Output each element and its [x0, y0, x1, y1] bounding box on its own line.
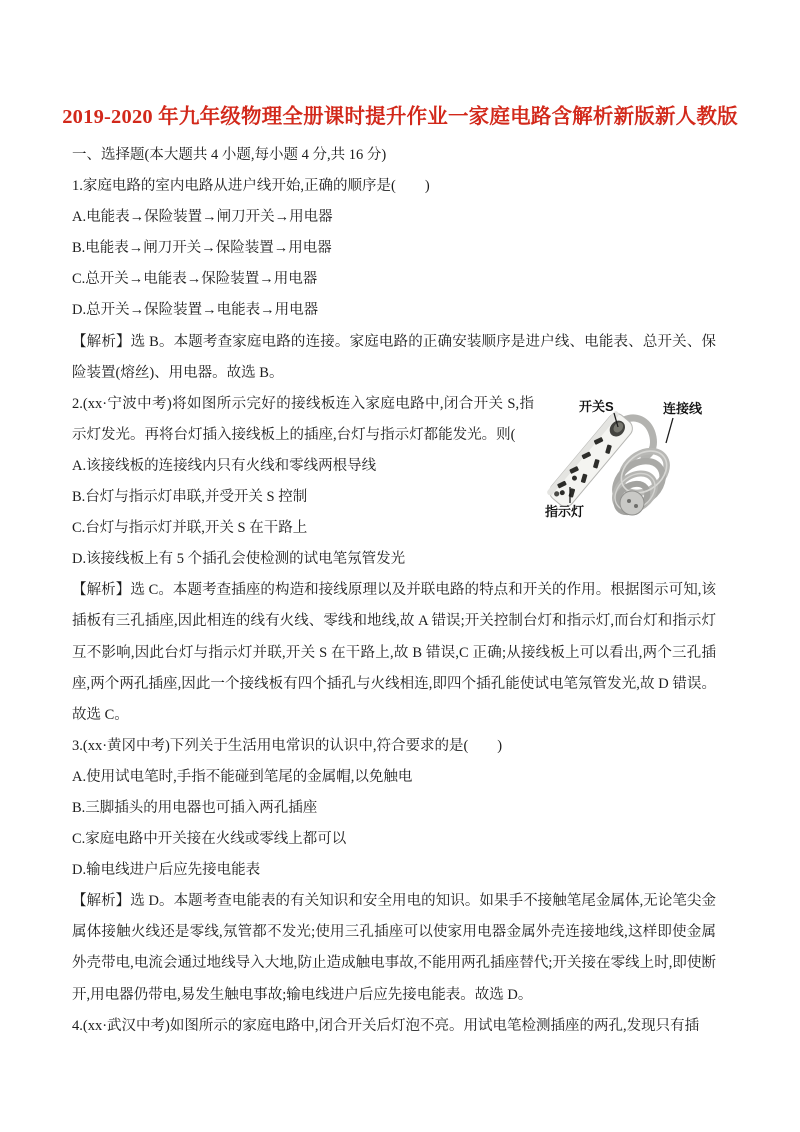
plug-graphic — [620, 491, 644, 515]
q2-option-a: A.该接线板的连接线内只有火线和零线两根导线 — [72, 457, 377, 474]
q3-option-a: A.使用试电笔时,手指不能碰到笔尾的金属帽,以免触电 — [72, 768, 413, 785]
power-strip-figure — [540, 390, 716, 536]
question-1 — [72, 171, 716, 389]
q3-option-b: B.三脚插头的用电器也可插入两孔插座 — [72, 799, 318, 816]
q1-stem: 1.家庭电路的室内电路从进户线开始,正确的顺序是( ) — [72, 178, 430, 195]
q3-option-c: C.家庭电路中开关接在火线或零线上都可以 — [72, 831, 347, 848]
q1-analysis: 【解析】选 B。本题考查家庭电路的连接。家庭电路的正确安装顺序是进户线、电能表、总开关、保险装置(熔丝)、用电器。故选 B。 — [72, 333, 716, 381]
page-title: 2019-2020 年九年级物理全册课时提升作业一家庭电路含解析新版新人教版 — [62, 106, 738, 128]
q1-option-b: B.电能表→闸刀开关→保险装置→用电器 — [72, 240, 332, 257]
question-3 — [72, 731, 716, 1011]
q1-option-c: C.总开关→电能表→保险装置→用电器 — [72, 271, 318, 288]
q2-stem: 2.(xx·宁波中考)将如图所示完好的接线板连入家庭电路中,闭合开关 S,指示灯发光。再将台灯插入接线板上的插座,台灯与指示灯都能发光。则( — [72, 395, 534, 443]
q2-option-d: D.该接线板上有 5 个插孔会使检测的试电笔氖管发光 — [72, 551, 406, 568]
question-2 — [72, 389, 716, 731]
q1-option-a: A.电能表→保险装置→闸刀开关→用电器 — [72, 209, 333, 226]
question-4 — [72, 1011, 716, 1042]
q2-analysis: 【解析】选 C。本题考查插座的构造和接线原理以及并联电路的特点和开关的作用。根据图示可知,该插板有三孔插座,因此相连的线有火线、零线和地线,故 A 错误;开关控制台灯和指示灯,而台灯和指示灯互不影响,因此台灯与指示灯并联,开关 S 在干路上,故 B 错误,C 正确;从接线板上可以看出,两个三孔插座,两个两孔插座,因此一个接线板有四个插孔与火线相连,即四个插孔能使试电笔氖管发光,故 D 错误。故选 C。 — [72, 582, 716, 723]
q4-stem: 4.(xx·武汉中考)如图所示的家庭电路中,闭合开关后灯泡不亮。用试电笔检测插座的两孔,发现只有插 — [72, 1017, 700, 1034]
q3-option-d: D.输电线进户后应先接电能表 — [72, 862, 261, 879]
q3-stem: 3.(xx·黄冈中考)下列关于生活用电常识的认识中,符合要求的是( ) — [72, 737, 503, 754]
q1-option-d: D.总开关→保险装置→电能表→用电器 — [72, 302, 319, 319]
q2-option-c: C.台灯与指示灯并联,开关 S 在干路上 — [72, 520, 308, 537]
cable-label: 连接线 — [663, 400, 703, 416]
switch-label: 开关S — [579, 398, 614, 414]
worksheet-content — [72, 140, 716, 1042]
section-heading: 一、选择题(本大题共 4 小题,每小题 4 分,共 16 分) — [72, 147, 387, 163]
q3-analysis: 【解析】选 D。本题考查电能表的有关知识和安全用电的知识。如果手不接触笔尾金属体,无论笔尖金属体接触火线还是零线,氖管都不发光;使用三孔插座可以使家用电器金属外壳连接地线,这样即使金属外壳带电,电流会通过地线导入大地,防止造成触电事故,不能用两孔插座替代;开关接在零线上时,即使断开,用电器仍带电,易发生触电事故;输电线进户后应先接电能表。故选 D。 — [72, 893, 716, 1003]
q2-option-b: B.台灯与指示灯串联,并受开关 S 控制 — [72, 489, 308, 506]
indicator-label: 指示灯 — [545, 503, 585, 519]
cable-leader-line — [666, 418, 673, 443]
